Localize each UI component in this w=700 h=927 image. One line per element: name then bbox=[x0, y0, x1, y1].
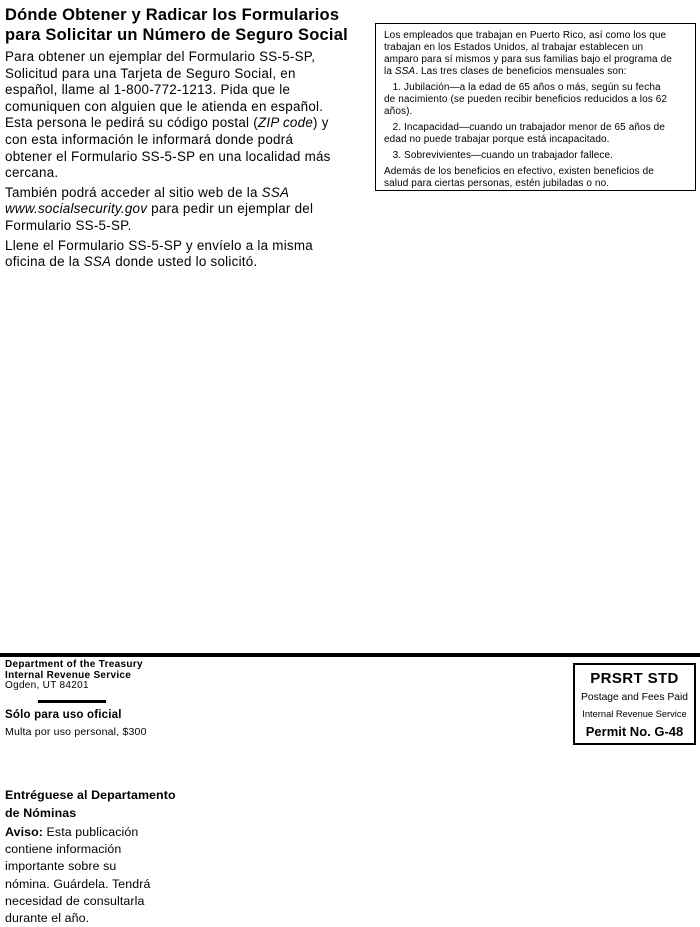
text-line: trabajan en los Estados Unidos, al trabajar establecen un bbox=[384, 42, 644, 53]
text-line: Además de los beneficios en efectivo, existen beneficios de bbox=[384, 166, 654, 177]
text-line: 1. Jubilación—a la edad de 65 años o más, según su fecha bbox=[384, 82, 661, 93]
text-line: Aviso: Esta publicación bbox=[5, 825, 139, 839]
benefits-item-sobrevivientes bbox=[384, 150, 687, 162]
text-line: de Nóminas bbox=[5, 805, 77, 820]
text-line: nómina. Guárdela. Tendrá bbox=[5, 876, 151, 891]
article-title bbox=[5, 6, 369, 45]
section-divider-rule bbox=[0, 653, 700, 657]
text-line: cercana. bbox=[5, 165, 59, 181]
article-where-to-get-forms bbox=[5, 6, 369, 274]
text-line: Esta persona le pedirá su código postal (ZIP code) y bbox=[5, 115, 329, 131]
article-body bbox=[5, 49, 369, 271]
text-line: 2. Incapacidad—cuando un trabajador menor de 65 años de bbox=[384, 122, 665, 133]
text-line: Formulario SS-5-SP. bbox=[5, 217, 132, 233]
text-line: contiene información bbox=[5, 842, 122, 857]
text-line: de nacimiento (se pueden recibir beneficios reducidos a los 62 bbox=[384, 94, 668, 105]
text-line: años). bbox=[384, 106, 413, 117]
text-line: comuniquen con alguien que le atienda en español. bbox=[5, 98, 324, 114]
text-line: Ogden, UT 84201 bbox=[5, 680, 89, 692]
postage-permit-box bbox=[573, 663, 696, 745]
agency-address-block bbox=[5, 660, 143, 692]
official-use-label: Sólo para uso oficial bbox=[5, 709, 122, 721]
benefits-note-box bbox=[375, 23, 696, 191]
text-line: Llene el Formulario SS-5-SP y envíelo a la misma bbox=[5, 237, 313, 253]
text-line: importante sobre su bbox=[5, 859, 117, 874]
postage-paid-label: Postage and Fees Paid bbox=[580, 692, 689, 704]
permit-agency-label: Internal Revenue Service bbox=[582, 708, 687, 719]
text-line: www.socialsecurity.gov para pedir un ejemplar del bbox=[5, 201, 314, 217]
text-line: Internal Revenue Service bbox=[5, 669, 132, 681]
text-line: la SSA. Las tres clases de beneficios mensuales son: bbox=[384, 66, 627, 77]
penalty-note: Multa por uso personal, $300 bbox=[5, 726, 147, 738]
text-line: Solicitud para una Tarjeta de Seguro Social, en bbox=[5, 65, 296, 81]
text-line: necesidad de consultarla bbox=[5, 893, 145, 908]
text-line: Department of the Treasury bbox=[5, 659, 143, 670]
text-line: oficina de la SSA donde usted lo solicitó. bbox=[5, 254, 258, 270]
article-paragraph-2 bbox=[5, 185, 369, 235]
text-line: español, llame al 1-800-772-1213. Pida que le bbox=[5, 82, 291, 98]
mail-class-label: PRSRT STD bbox=[590, 670, 679, 687]
text-line: También podrá acceder al sitio web de la SSA bbox=[5, 184, 290, 200]
article-paragraph-3 bbox=[5, 238, 369, 271]
text-line: amparo para sí mismos y para sus familias bajo el programa de bbox=[384, 54, 672, 65]
benefits-item-jubilacion bbox=[384, 82, 687, 118]
text-line: salud para ciertas personas, estén jubiladas o no. bbox=[384, 178, 610, 189]
address-separator-rule bbox=[38, 700, 106, 703]
text-line: Entréguese al Departamento bbox=[5, 788, 176, 802]
text-line: edad no puede trabajar porque está incapacitado. bbox=[384, 134, 610, 145]
permit-number-label: Permit No. G-48 bbox=[585, 723, 684, 739]
text-line: Dónde Obtener y Radicar los Formularios bbox=[5, 6, 340, 24]
text-line: durante el año. bbox=[5, 911, 90, 926]
text-line: 3. Sobrevivientes—cuando un trabajador fallece. bbox=[384, 150, 614, 161]
benefits-paragraph-outro bbox=[384, 166, 687, 190]
text-line: Para obtener un ejemplar del Formulario SS-5-SP, bbox=[5, 49, 316, 64]
delivery-note bbox=[5, 787, 215, 927]
benefits-paragraph-intro bbox=[384, 30, 687, 78]
text-line: Los empleados que trabajan en Puerto Rico, así como los que bbox=[384, 30, 667, 41]
article-paragraph-1 bbox=[5, 49, 369, 182]
text-line: con esta información le informará donde podrá bbox=[5, 131, 294, 147]
delivery-heading bbox=[5, 787, 215, 822]
text-line: obtener el Formulario SS-5-SP en una localidad más bbox=[5, 148, 331, 164]
delivery-notice-text bbox=[5, 824, 215, 927]
text-line: para Solicitar un Número de Seguro Social bbox=[5, 25, 348, 44]
benefits-item-incapacidad bbox=[384, 122, 687, 146]
